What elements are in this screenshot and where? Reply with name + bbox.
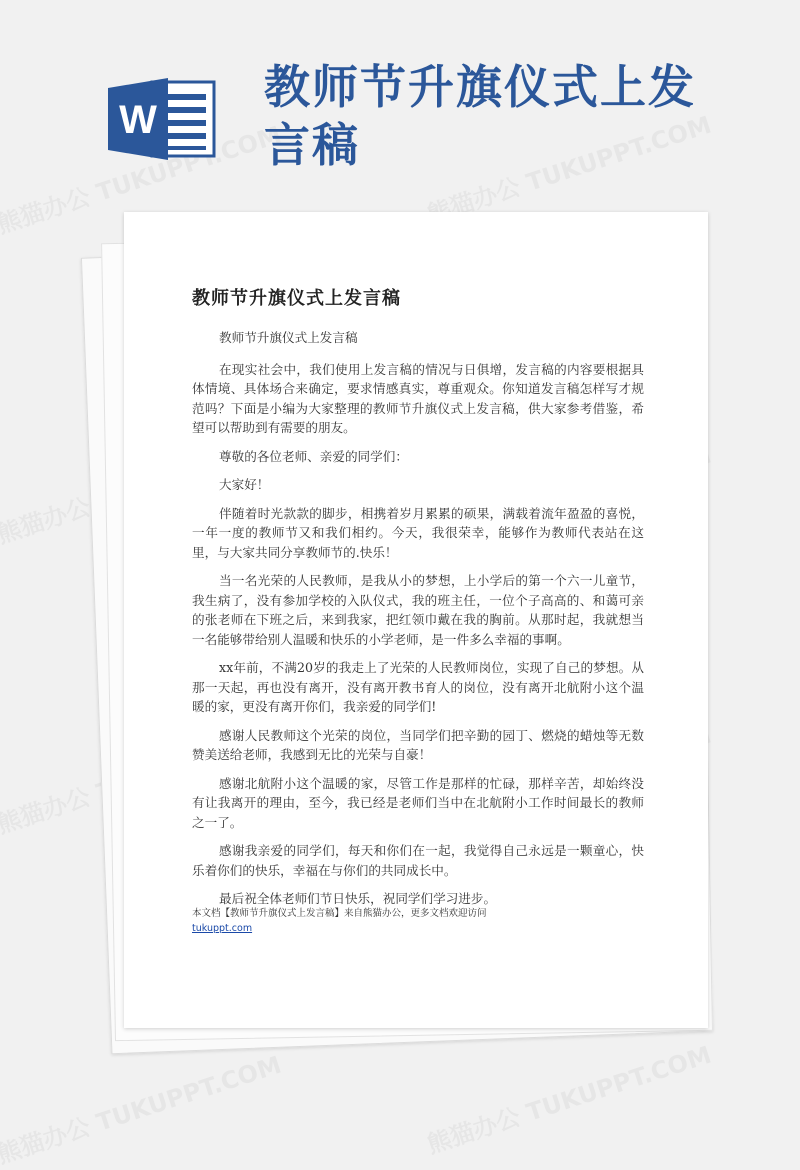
document-title: 教师节升旗仪式上发言稿	[192, 288, 401, 309]
footer-link[interactable]: tukuppt.com	[192, 923, 253, 934]
document-paragraph: xx年前，不满20岁的我走上了光荣的人民教师岗位，实现了自己的梦想。从那一天起，再也没有离开，没有离开教书育人的岗位，没有离开北航附小这个温暖的家，更没有离开你们，我亲爱的同学们!	[192, 660, 644, 714]
document-paragraph: 当一名光荣的人民教师，是我从小的梦想，上小学后的第一个六一儿童节，我生病了，没有参加学校的入队仪式，我的班主任，一位个子高高的、和蔼可亲的张老师在下班之后，来到我家，把红领巾戴在我的胸前。从那时起，我就想当一名能够带给别人温暖和快乐的小学老师，是一件多么幸福的事啊。	[192, 573, 644, 647]
document-paragraph: 教师节升旗仪式上发言稿	[219, 330, 358, 345]
document-paragraph: 感谢我亲爱的同学们，每天和你们在一起，我觉得自己永远是一颗童心，快乐着你们的快乐，幸福在与你们的共同成长中。	[192, 843, 644, 878]
document-paragraph: 感谢北航附小这个温暖的家，尽管工作是那样的忙碌，那样辛苦，却始终没有让我离开的理由，至今，我已经是老师们当中在北航附小工作时间最长的教师之一了。	[192, 775, 644, 830]
watermark	[422, 1035, 715, 1160]
page-title: 教师节升旗仪式上发言稿	[264, 60, 696, 172]
document-body	[192, 328, 644, 918]
document-paragraph: 伴随着时光款款的脚步，相携着岁月累累的硕果，满载着流年盈盈的喜悦，一年一度的教师节又和我们相约。今天，我很荣幸，能够作为教师代表站在这里，与大家共同分享教师节的.快乐！	[192, 505, 644, 560]
footer-text: 本文档【教师节升旗仪式上发言稿】来自熊猫办公，更多文档欢迎访问	[192, 908, 487, 919]
watermark	[0, 1045, 285, 1170]
document-footer	[192, 906, 487, 936]
document-paragraph: 最后祝全体老师们节日快乐，祝同学们学习进步。	[219, 891, 497, 906]
document-page	[124, 212, 708, 1028]
document-paragraph: 感谢人民教师这个光荣的岗位，当同学们把辛勤的园丁、燃烧的蜡烛等无数赞美送给老师，我感到无比的光荣与自豪！	[192, 727, 644, 762]
word-document-icon	[108, 76, 220, 162]
document-paragraph: 尊敬的各位老师、亲爱的同学们：	[219, 448, 408, 464]
word-logo-letter: W	[119, 98, 157, 142]
document-paragraph: 在现实社会中，我们使用上发言稿的情况与日俱增，发言稿的内容要根据具体情境、具体场合来确定，要求情感真实，尊重观众。你知道发言稿怎样写才规范吗？下面是小编为大家整理的教师节升旗仪式上发言稿，供大家参考借鉴，希望可以帮助到有需要的朋友。	[192, 361, 644, 435]
document-paragraph: 大家好！	[219, 477, 270, 492]
